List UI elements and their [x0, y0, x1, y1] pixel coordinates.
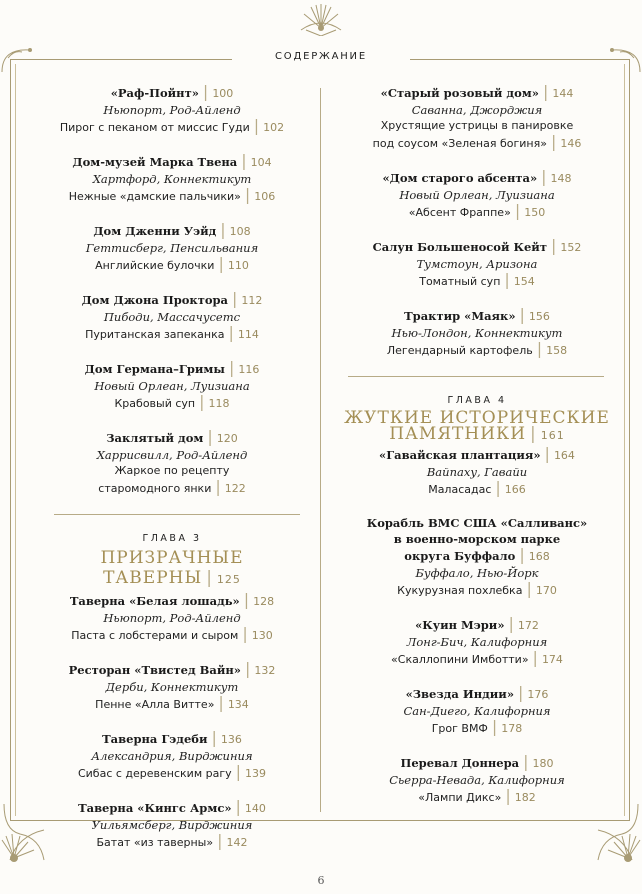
toc-entry[interactable]: «Старый розовый дом» | 144 Саванна, Джорджия Хрустящие устрицы в панировке под соусом «Зеленая богиня» | 146 — [372, 82, 582, 151]
toc-entry[interactable]: Трактир «Маяк» | 156 Нью-Лондон, Коннектикут Легендарный картофель | 158 — [386, 305, 568, 358]
toc-entry[interactable]: Таверна Гэдеби | 136 Александрия, Вирджиния Сибас с деревенским рагу | 139 — [77, 728, 267, 781]
toc-entry[interactable]: Заклятый дом | 120 Харрисвилл, Род-Айленд Жаркое по рецепту старомодного янки | 122 — [96, 427, 248, 496]
chapter-divider — [54, 514, 300, 515]
chapter-label: ГЛАВА 3 — [142, 533, 202, 544]
chapter-title[interactable]: ПРИЗРАЧНЫЕ ТАВЕРНЫ | 125 — [100, 548, 244, 588]
page-title: СОДЕРЖАНИЕ — [275, 51, 367, 62]
chapter-divider — [348, 376, 604, 377]
chapter-title[interactable]: ЖУТКИЕ ИСТОРИЧЕСКИЕ ПАМЯТНИКИ | 161 — [344, 408, 610, 444]
toc-entry[interactable]: Салун Большеносой Кейт | 152 Тумстоун, Аризона Томатный суп | 154 — [372, 236, 582, 289]
toc-entry[interactable]: Таверна «Белая лошадь» | 128 Ньюпорт, Род-Айленд Паста с лобстерами и сыром | 130 — [69, 590, 275, 643]
sunburst-ornament-icon — [296, 2, 346, 36]
toc-left-column — [34, 84, 310, 868]
page-number: 6 — [317, 874, 325, 887]
toc-entry[interactable]: «Гавайская плантация» | 164 Вайпаху, Гавайи Маласадас | 166 — [379, 444, 575, 497]
toc-entry[interactable]: «Дом старого абсента» | 148 Новый Орлеан, Луизиана «Абсент Фраппе» | 150 — [382, 167, 572, 220]
toc-entry[interactable]: «Куин Мэри» | 172 Лонг-Бич, Калифорния «Скаллопини Имботти» | 174 — [391, 614, 563, 667]
toc-entry[interactable]: «Звезда Индии» | 176 Сан-Диего, Калифорния Грог ВМФ | 178 — [403, 683, 551, 736]
toc-entry[interactable]: «Раф-Пойнт» | 100 Ньюпорт, Род-Айленд Пирог с пеканом от миссис Гуди | 102 — [59, 82, 285, 135]
toc-entry[interactable]: Дом Дженни Уэйд | 108 Геттисберг, Пенсильвания Английские булочки | 110 — [85, 220, 259, 273]
chapter-label: ГЛАВА 4 — [447, 395, 507, 406]
toc-entry[interactable]: Дом Джона Проктора | 112 Пибоди, Массачусетс Пуританская запеканка | 114 — [81, 289, 263, 342]
toc-entry[interactable]: Ресторан «Твистед Вайн» | 132 Дерби, Коннектикут Пенне «Алла Витте» | 134 — [68, 659, 276, 712]
toc-entry[interactable]: Таверна «Кингс Армс» | 140 Уильямсберг, Вирджиния Батат «из таверны» | 142 — [78, 797, 266, 850]
toc-right-column — [334, 84, 620, 823]
toc-entry[interactable]: Дом-музей Марка Твена | 104 Хартфорд, Коннектикут Нежные «дамские пальчики» | 106 — [68, 151, 276, 204]
toc-entry[interactable]: Перевал Доннера | 180 Сьерра-Невада, Калифорния «Лампи Дикс» | 182 — [389, 752, 565, 805]
column-divider — [320, 88, 321, 812]
toc-entry[interactable]: Дом Германа–Гримы | 116 Новый Орлеан, Луизиана Крабовый суп | 118 — [84, 358, 260, 411]
toc-entry[interactable]: Корабль ВМС США «Салливанс» в военно-морском парке округа Буффало | 168 Буффало, Нью-Йорк Кукурузная похлебка | 170 — [366, 516, 588, 598]
